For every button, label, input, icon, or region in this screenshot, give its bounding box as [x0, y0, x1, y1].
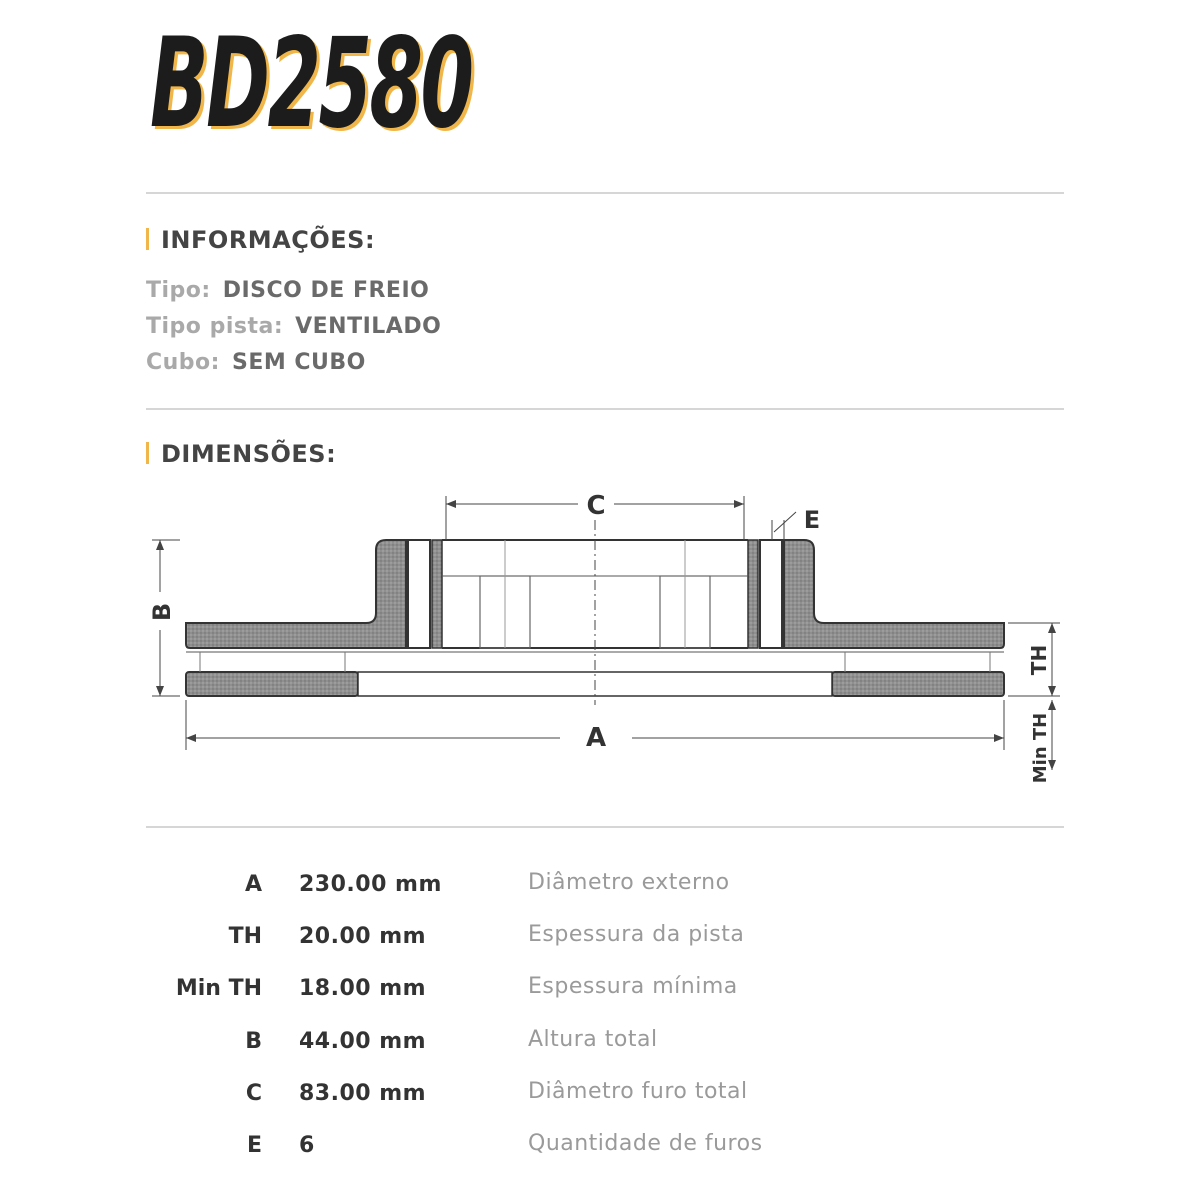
- info-row-tipo-pista: [146, 314, 441, 339]
- accent-bar: [146, 442, 149, 464]
- dim-label-b: B: [148, 602, 176, 622]
- friction-plate-left: [186, 672, 358, 696]
- dim-label-e: E: [803, 506, 821, 534]
- disc-section-left: [186, 540, 406, 648]
- spec-row: [0, 1133, 1200, 1173]
- spec-value: 18.00 mm: [299, 976, 427, 1001]
- spec-code: E: [246, 1133, 262, 1158]
- spec-value: 6: [299, 1133, 315, 1158]
- info-value: DISCO DE FREIO: [222, 278, 430, 303]
- info-value: VENTILADO: [295, 314, 442, 339]
- hub-flange-right: [760, 540, 782, 648]
- spec-value: 44.00 mm: [299, 1029, 427, 1054]
- hub-flange-left: [408, 540, 430, 648]
- spec-code: A: [244, 872, 262, 897]
- spec-row: [0, 872, 1200, 912]
- divider-bottom: [146, 826, 1064, 828]
- spec-value: 230.00 mm: [299, 872, 442, 897]
- info-heading: [146, 226, 375, 254]
- disc-section-right: [784, 540, 1004, 648]
- product-code-title: BD2580: [150, 12, 472, 156]
- info-key: Tipo:: [146, 278, 211, 303]
- spec-code: C: [245, 1081, 262, 1106]
- info-key: Tipo pista:: [146, 314, 284, 339]
- spec-row: [0, 924, 1200, 964]
- divider-middle: [146, 408, 1064, 410]
- spec-description: Quantidade de furos: [528, 1131, 763, 1156]
- spec-value: 83.00 mm: [299, 1081, 427, 1106]
- dim-label-min-th: Min TH: [1030, 712, 1051, 784]
- disc-cross-section-diagram: [140, 480, 1080, 810]
- spec-description: Diâmetro furo total: [528, 1079, 748, 1104]
- spec-value: 20.00 mm: [299, 924, 427, 949]
- dim-label-th: TH: [1027, 644, 1051, 676]
- divider-top: [146, 192, 1064, 194]
- info-row-cubo: [146, 350, 366, 375]
- info-heading-label: INFORMAÇÕES:: [161, 226, 376, 254]
- friction-plate-right: [832, 672, 1004, 696]
- spec-code: TH: [228, 924, 262, 949]
- spec-description: Altura total: [528, 1027, 658, 1052]
- info-key: Cubo:: [146, 350, 220, 375]
- spec-description: Espessura da pista: [528, 922, 745, 947]
- spec-code: B: [245, 1029, 262, 1054]
- spec-row: [0, 1029, 1200, 1069]
- dim-label-a: A: [585, 723, 607, 753]
- spec-description: Diâmetro externo: [528, 870, 730, 895]
- dimensions-heading: [146, 440, 336, 468]
- info-row-tipo: [146, 278, 429, 303]
- accent-bar: [146, 228, 149, 250]
- dim-label-c: C: [586, 491, 606, 521]
- dimensions-heading-label: DIMENSÕES:: [161, 440, 337, 468]
- info-value: SEM CUBO: [231, 350, 366, 375]
- spec-description: Espessura mínima: [528, 974, 738, 999]
- spec-code: Min TH: [175, 976, 262, 1001]
- spec-row: [0, 1081, 1200, 1121]
- spec-row: [0, 976, 1200, 1016]
